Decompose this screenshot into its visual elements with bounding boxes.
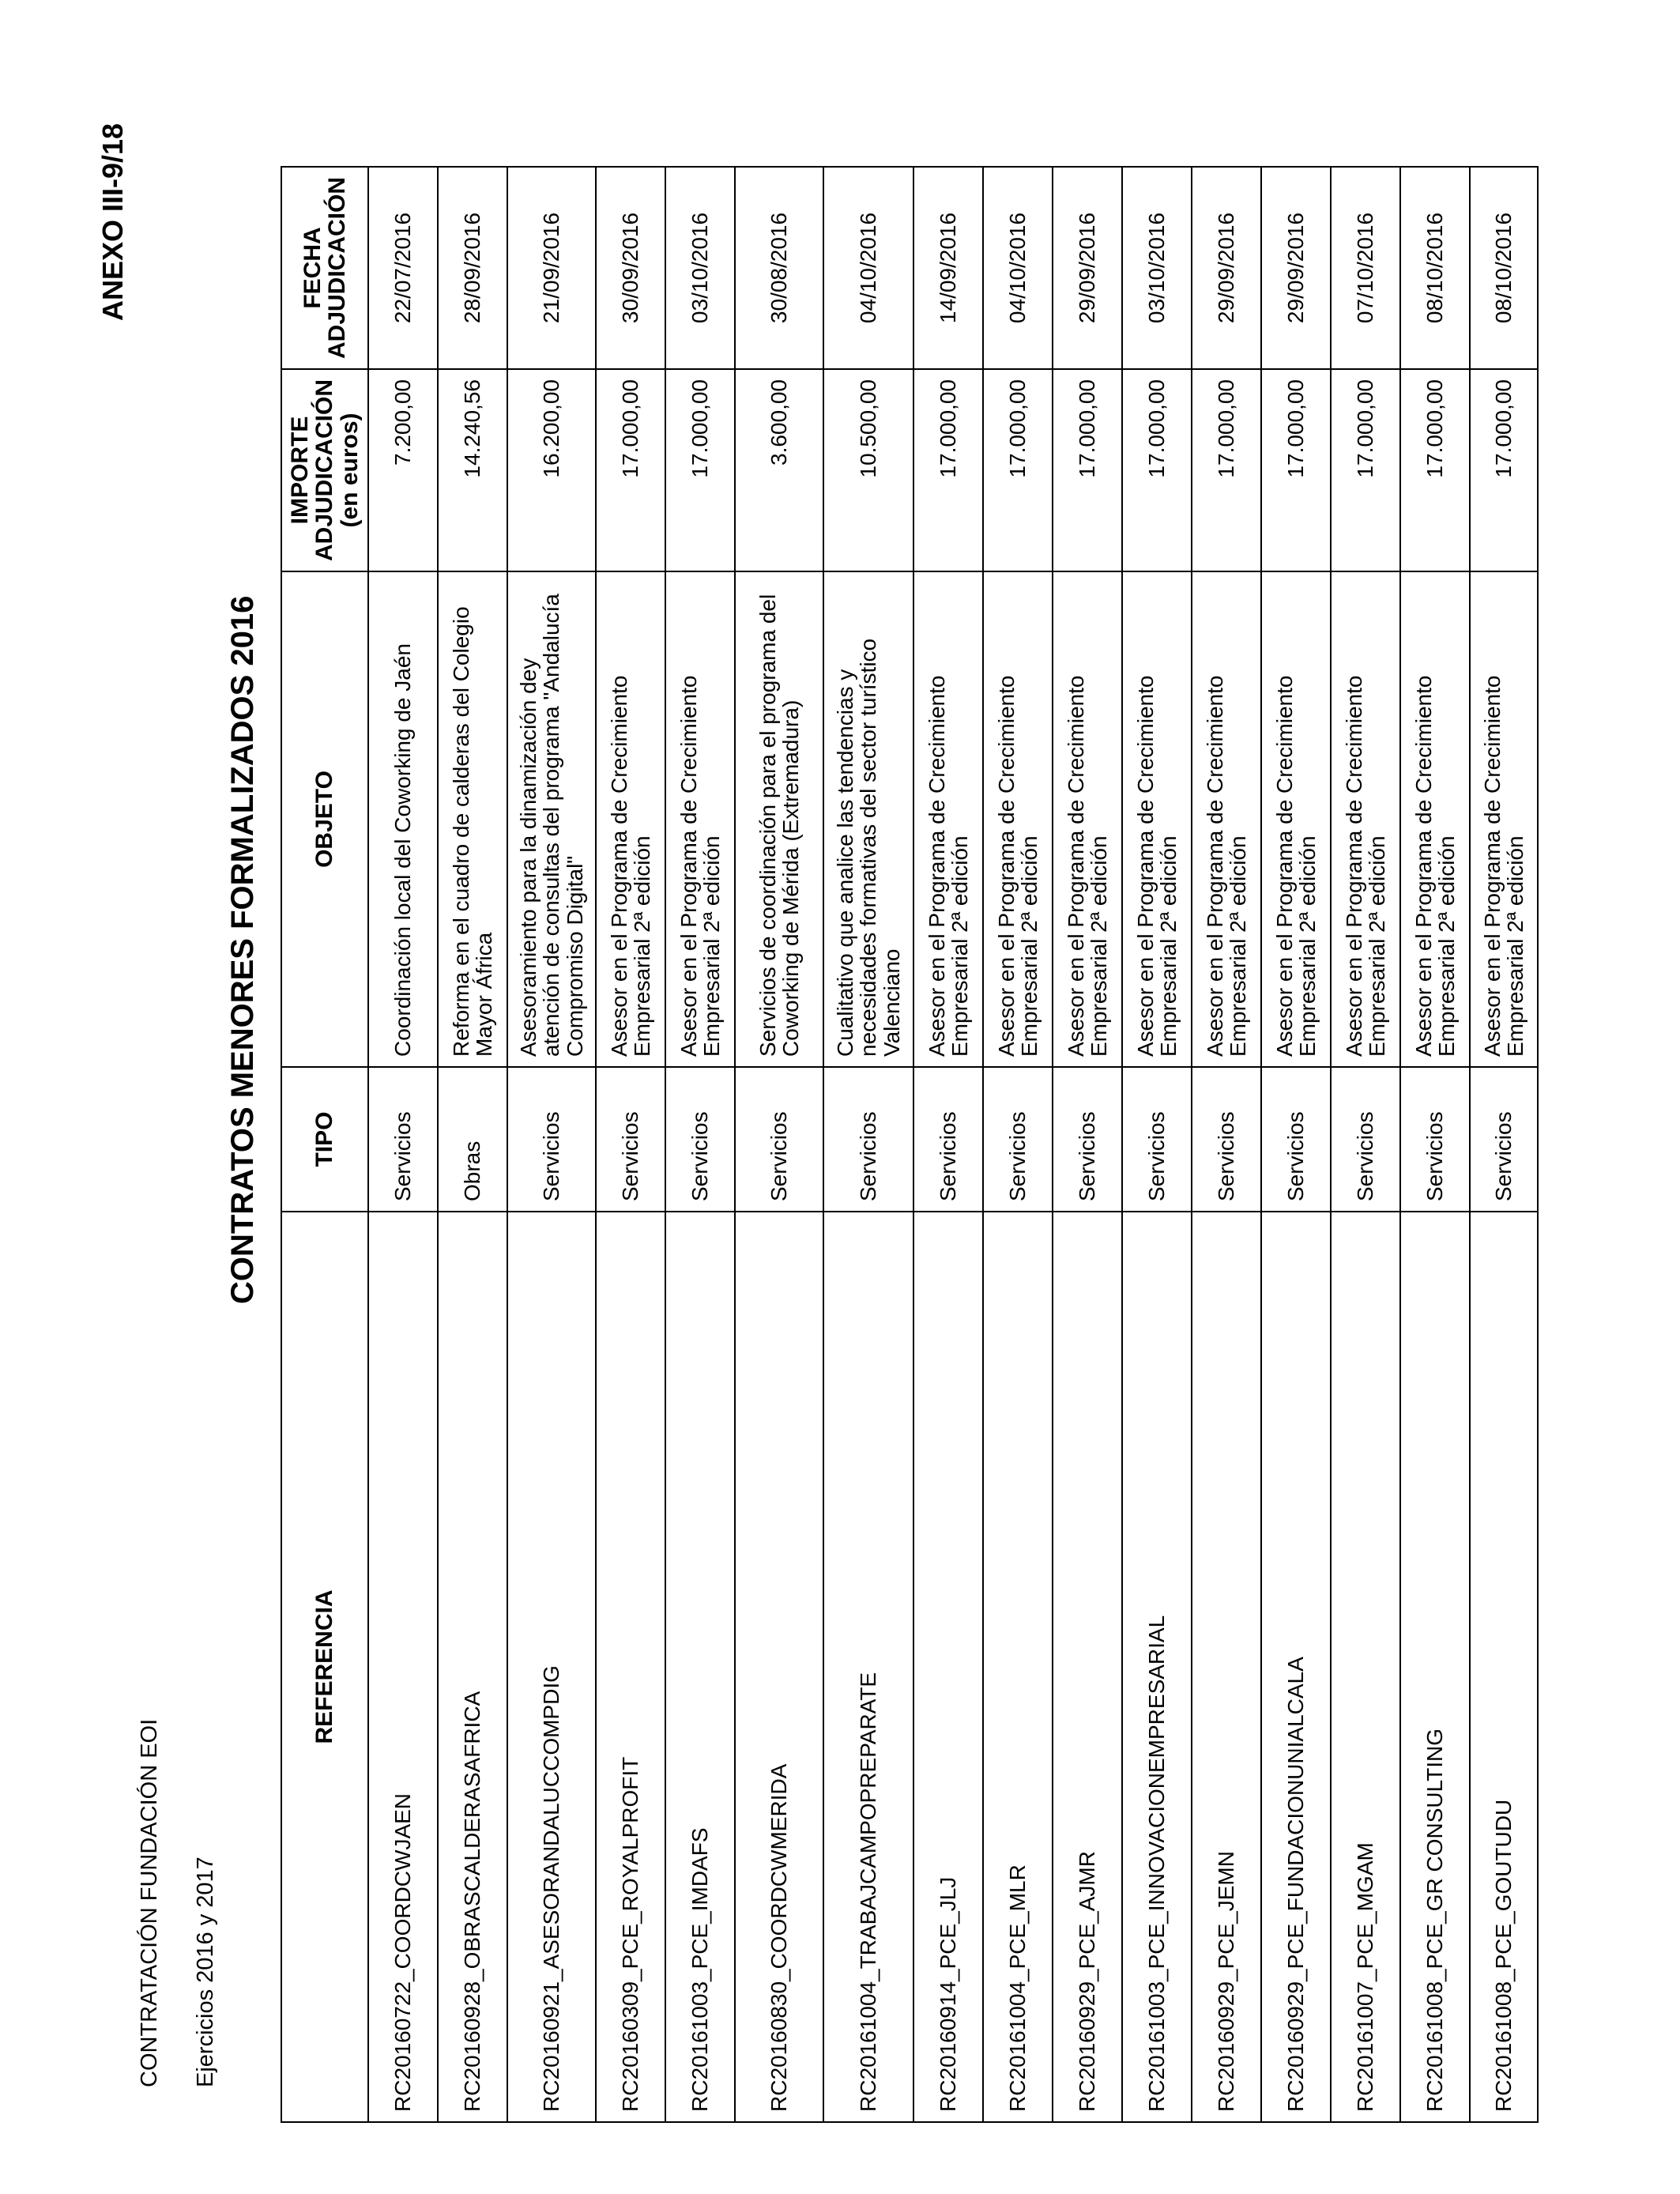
cell-referencia: RC20161003_PCE_INNOVACIONEMPRESARIAL	[1122, 1212, 1192, 2122]
cell-importe: 16.200,00	[507, 369, 596, 571]
cell-tipo: Servicios	[596, 1067, 665, 1212]
cell-tipo: Servicios	[665, 1067, 735, 1212]
cell-objeto: Asesor en el Programa de Crecimiento Empresarial 2ª edición	[1192, 571, 1261, 1067]
cell-importe: 14.240,56	[438, 369, 507, 571]
organization-header: CONTRATACIÓN FUNDACIÓN EOI	[137, 1718, 162, 2087]
header-referencia: REFERENCIA	[281, 1212, 368, 2122]
cell-tipo: Servicios	[735, 1067, 823, 1212]
cell-objeto: Asesoramiento para la dinamización dey atención de consultas del programa "Andalucía Compromiso Digital"	[507, 571, 596, 1067]
cell-fecha: 08/10/2016	[1400, 167, 1470, 369]
cell-fecha: 28/09/2016	[438, 167, 507, 369]
cell-tipo: Servicios	[368, 1067, 438, 1212]
cell-fecha: 29/09/2016	[1261, 167, 1331, 369]
cell-importe: 17.000,00	[1053, 369, 1122, 571]
cell-objeto: Asesor en el Programa de Crecimiento Empresarial 2ª edición	[1122, 571, 1192, 1067]
table-row	[1470, 167, 1538, 2122]
cell-importe: 17.000,00	[1400, 369, 1470, 571]
header-fecha: FECHA ADJUDICACIÓN	[281, 167, 368, 369]
cell-importe: 17.000,00	[596, 369, 665, 571]
cell-objeto: Asesor en el Programa de Crecimiento Empresarial 2ª edición	[1331, 571, 1400, 1067]
cell-fecha: 22/07/2016	[368, 167, 438, 369]
cell-fecha: 30/08/2016	[735, 167, 823, 369]
table-row	[913, 167, 983, 2122]
cell-tipo: Servicios	[1122, 1067, 1192, 1212]
cell-objeto: Asesor en el Programa de Crecimiento Empresarial 2ª edición	[983, 571, 1053, 1067]
cell-tipo: Servicios	[1053, 1067, 1122, 1212]
cell-tipo: Servicios	[507, 1067, 596, 1212]
table-row	[1400, 167, 1470, 2122]
cell-fecha: 30/09/2016	[596, 167, 665, 369]
header-importe: IMPORTE ADJUDICACIÓN (en euros)	[281, 369, 368, 571]
cell-objeto: Cualitativo que analice las tendencias y necesidades formativas del sector turístico Valenciano	[823, 571, 913, 1067]
cell-objeto: Coordinación local del Coworking de Jaén	[368, 571, 438, 1067]
cell-fecha: 21/09/2016	[507, 167, 596, 369]
cell-referencia: RC20161007_PCE_MGAM	[1331, 1212, 1400, 2122]
annex-label: ANEXO III-9/18	[96, 123, 129, 321]
cell-fecha: 04/10/2016	[983, 167, 1053, 369]
cell-fecha: 29/09/2016	[1053, 167, 1122, 369]
cell-referencia: RC20161008_PCE_GOUTUDU	[1470, 1212, 1538, 2122]
table-row	[438, 167, 507, 2122]
header-objeto: OBJETO	[281, 571, 368, 1067]
cell-referencia: RC20161004_TRABAJCAMPOPREPARATE	[823, 1212, 913, 2122]
cell-importe: 17.000,00	[1122, 369, 1192, 571]
cell-importe: 10.500,00	[823, 369, 913, 571]
cell-tipo: Servicios	[823, 1067, 913, 1212]
cell-importe: 3.600,00	[735, 369, 823, 571]
cell-referencia: RC20160830_COORDCWMERIDA	[735, 1212, 823, 2122]
cell-fecha: 29/09/2016	[1192, 167, 1261, 369]
cell-referencia: RC20160309_PCE_ROYALPROFIT	[596, 1212, 665, 2122]
cell-tipo: Servicios	[983, 1067, 1053, 1212]
contracts-table	[281, 166, 1539, 2123]
cell-referencia: RC20161008_PCE_GR CONSULTING	[1400, 1212, 1470, 2122]
cell-objeto: Servicios de coordinación para el programa del Coworking de Mérida (Extremadura)	[735, 571, 823, 1067]
cell-fecha: 03/10/2016	[665, 167, 735, 369]
cell-referencia: RC20161003_PCE_IMDAFS	[665, 1212, 735, 2122]
table-row	[1331, 167, 1400, 2122]
cell-objeto: Asesor en el Programa de Crecimiento Empresarial 2ª edición	[596, 571, 665, 1067]
cell-objeto: Asesor en el Programa de Crecimiento Empresarial 2ª edición	[1400, 571, 1470, 1067]
cell-fecha: 04/10/2016	[823, 167, 913, 369]
cell-referencia: RC20160929_PCE_JEMN	[1192, 1212, 1261, 2122]
cell-objeto: Asesor en el Programa de Crecimiento Empresarial 2ª edición	[665, 571, 735, 1067]
cell-importe: 17.000,00	[1192, 369, 1261, 571]
cell-objeto: Asesor en el Programa de Crecimiento Empresarial 2ª edición	[1053, 571, 1122, 1067]
cell-tipo: Servicios	[1331, 1067, 1400, 1212]
cell-importe: 7.200,00	[368, 369, 438, 571]
cell-referencia: RC20161004_PCE_MLR	[983, 1212, 1053, 2122]
cell-fecha: 03/10/2016	[1122, 167, 1192, 369]
cell-referencia: RC20160929_PCE_AJMR	[1053, 1212, 1122, 2122]
table-row	[596, 167, 665, 2122]
table-row	[368, 167, 438, 2122]
cell-tipo: Servicios	[1261, 1067, 1331, 1212]
cell-objeto: Reforma en el cuadro de calderas del Colegio Mayor África	[438, 571, 507, 1067]
table-row	[735, 167, 823, 2122]
table-row	[1122, 167, 1192, 2122]
cell-objeto: Asesor en el Programa de Crecimiento Empresarial 2ª edición	[913, 571, 983, 1067]
cell-tipo: Servicios	[1400, 1067, 1470, 1212]
table-row	[1261, 167, 1331, 2122]
cell-referencia: RC20160929_PCE_FUNDACIONUNIALCALA	[1261, 1212, 1331, 2122]
cell-fecha: 07/10/2016	[1331, 167, 1400, 369]
cell-referencia: RC20160921_ASESORANDALUCCOMPDIG	[507, 1212, 596, 2122]
cell-importe: 17.000,00	[1261, 369, 1331, 571]
table-row	[823, 167, 913, 2122]
table-row	[665, 167, 735, 2122]
table-row	[983, 167, 1053, 2122]
header-tipo: TIPO	[281, 1067, 368, 1212]
cell-tipo: Obras	[438, 1067, 507, 1212]
table-header-row	[281, 167, 368, 2122]
cell-tipo: Servicios	[1192, 1067, 1261, 1212]
cell-fecha: 08/10/2016	[1470, 167, 1538, 369]
fiscal-years-header: Ejercicios 2016 y 2017	[193, 1857, 218, 2087]
cell-tipo: Servicios	[913, 1067, 983, 1212]
cell-importe: 17.000,00	[983, 369, 1053, 571]
cell-importe: 17.000,00	[913, 369, 983, 571]
table-row	[1192, 167, 1261, 2122]
cell-referencia: RC20160722_COORDCWJAEN	[368, 1212, 438, 2122]
cell-tipo: Servicios	[1470, 1067, 1538, 1212]
table-body	[368, 167, 1538, 2122]
table-row	[1053, 167, 1122, 2122]
cell-objeto: Asesor en el Programa de Crecimiento Empresarial 2ª edición	[1470, 571, 1538, 1067]
table-row	[507, 167, 596, 2122]
cell-referencia: RC20160928_OBRASCALDERASAFRICA	[438, 1212, 507, 2122]
cell-importe: 17.000,00	[1331, 369, 1400, 571]
document-title: CONTRATOS MENORES FORMALIZADOS 2016	[225, 595, 260, 1304]
cell-importe: 17.000,00	[665, 369, 735, 571]
cell-objeto: Asesor en el Programa de Crecimiento Empresarial 2ª edición	[1261, 571, 1331, 1067]
cell-referencia: RC20160914_PCE_JLJ	[913, 1212, 983, 2122]
cell-importe: 17.000,00	[1470, 369, 1538, 571]
cell-fecha: 14/09/2016	[913, 167, 983, 369]
